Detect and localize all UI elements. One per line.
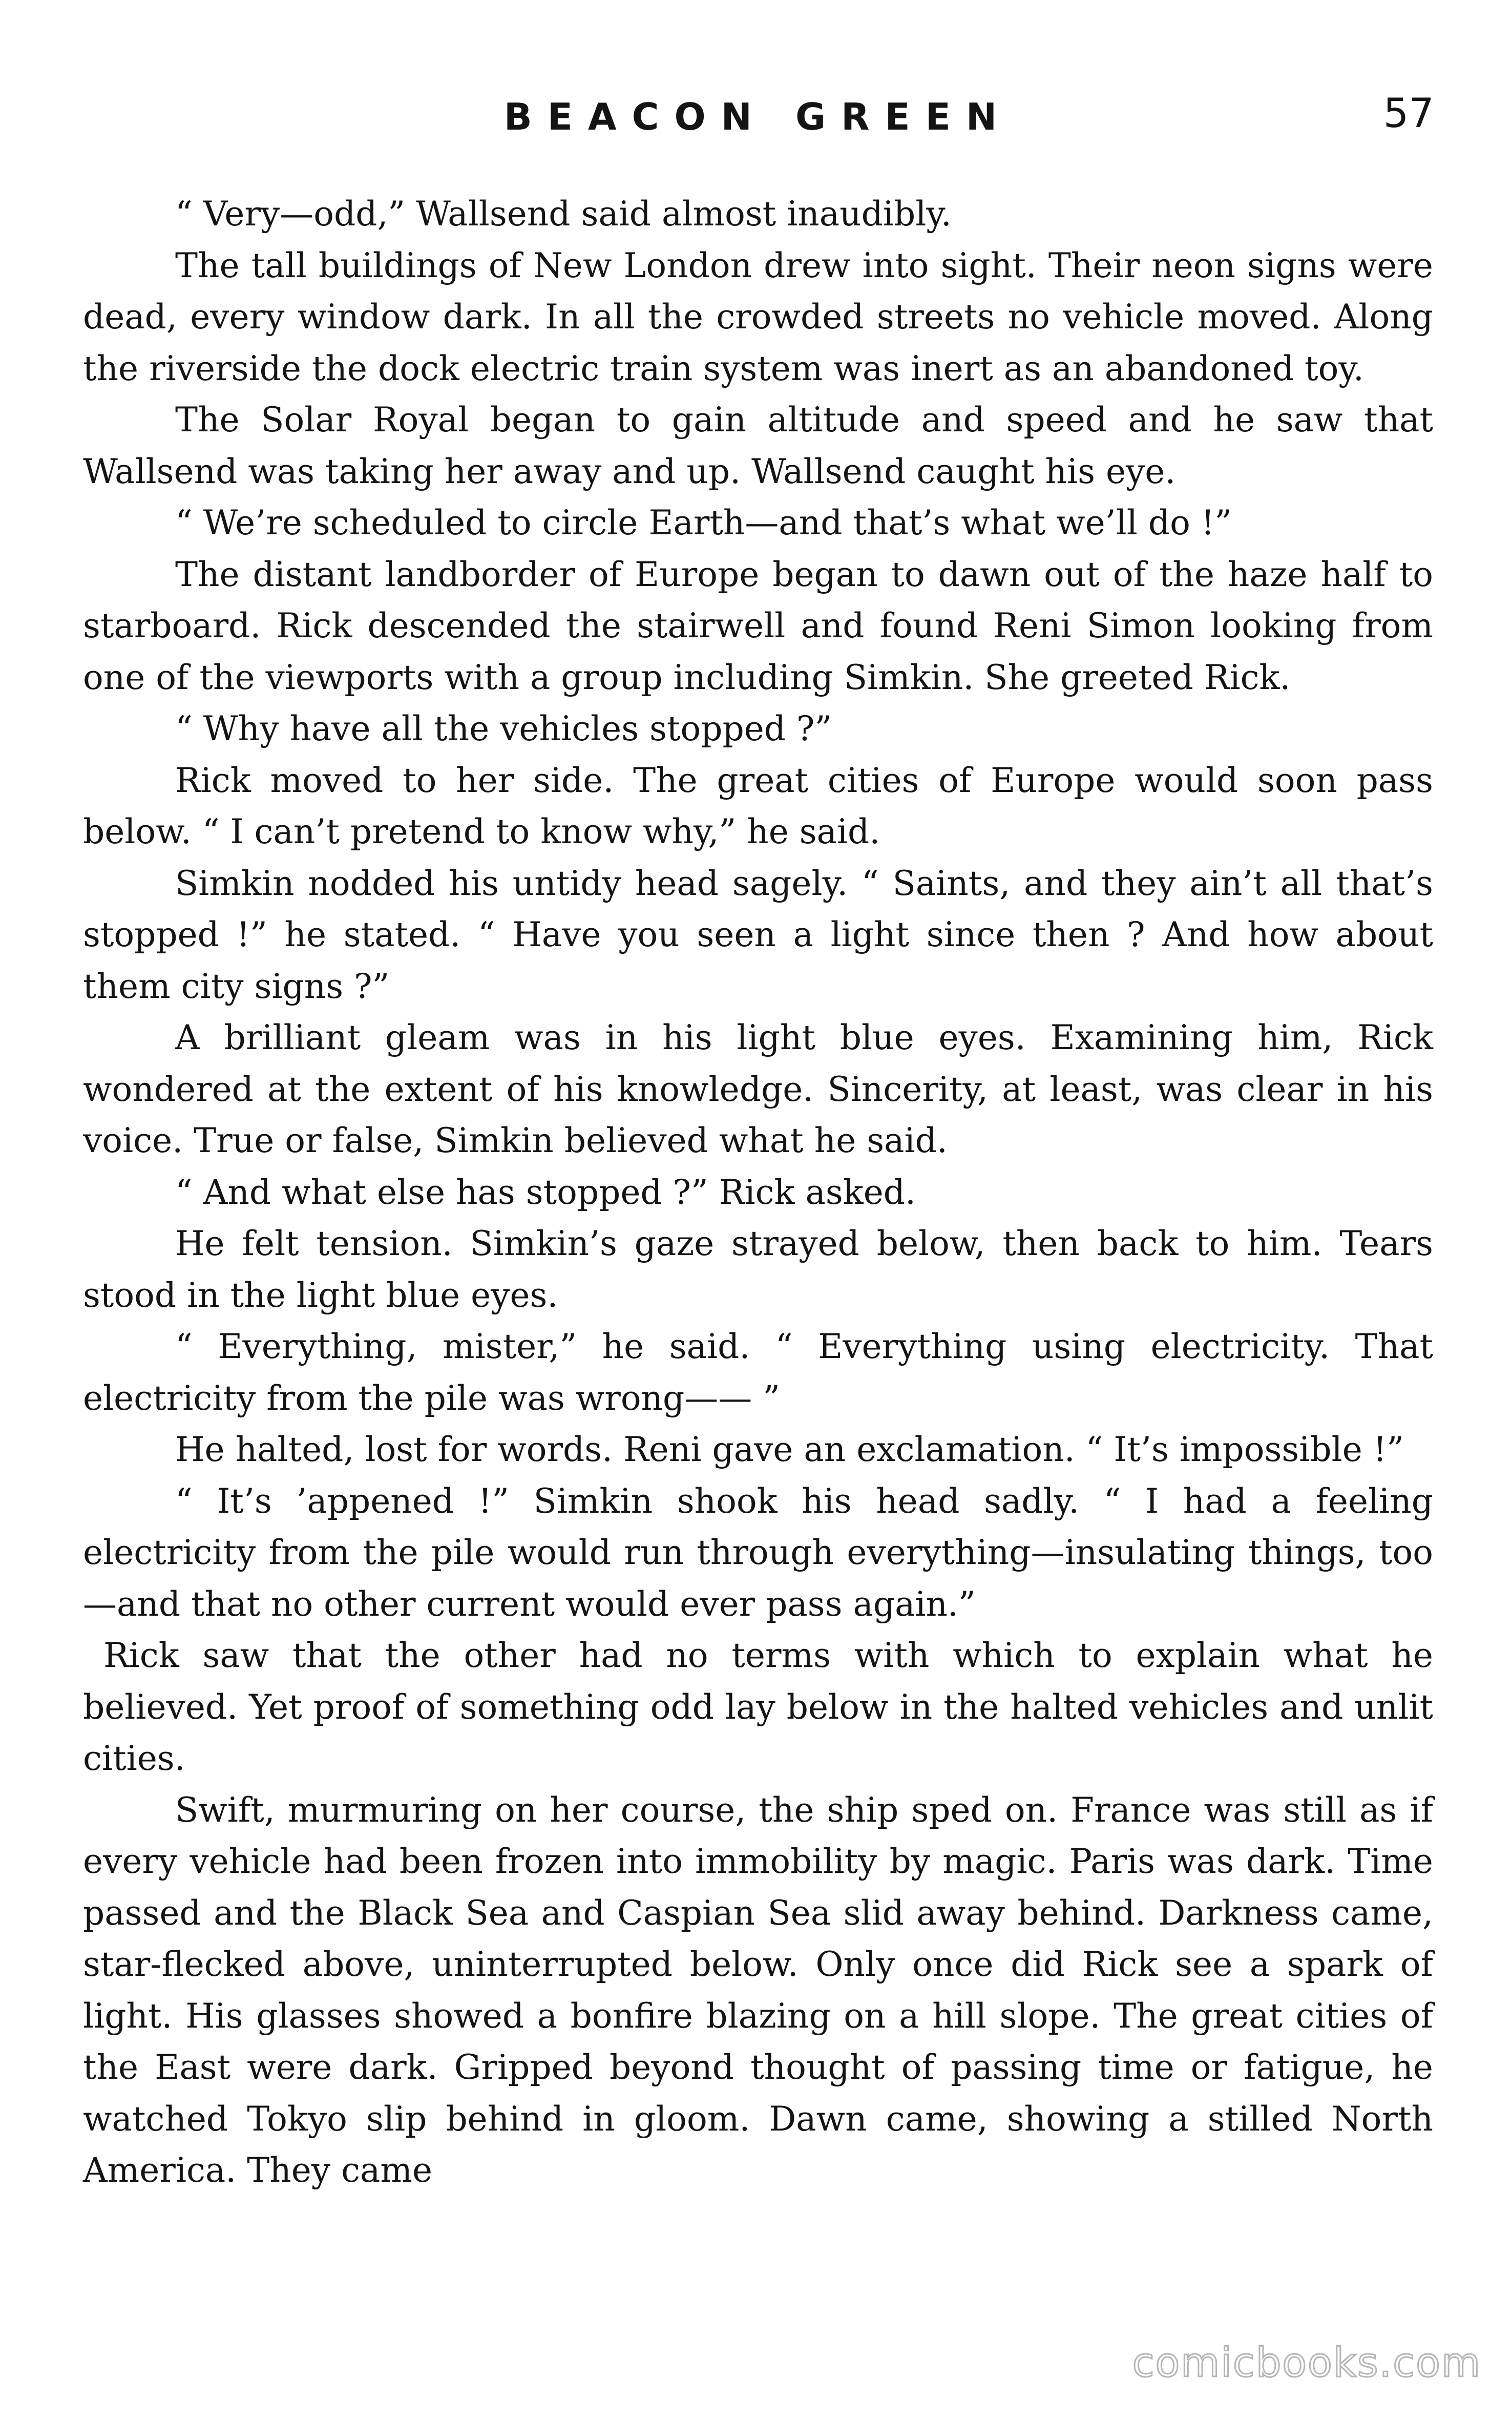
paragraph: The Solar Royal began to gain altitude and speed and he saw that Wallsend was taking her away and up. Wallsend caught his eye. <box>83 400 1433 491</box>
paragraph: Rick saw that the other had no terms with which to explain what he believed. Yet proof of something odd lay below in the halted vehicles and unlit cities. <box>83 1636 1433 1778</box>
paragraph: He felt tension. Simkin’s gaze strayed below, then back to him. Tears stood in the light blue eyes. <box>83 1224 1433 1315</box>
running-title: BEACON GREEN <box>503 95 1013 138</box>
paragraph: Swift, murmuring on her course, the ship sped on. France was still as if every vehicle had been frozen into immobility by magic. Paris was dark. Time passed and the Black Sea and Caspian Sea slid away behind. Darkness came, star-flecked above, uninterrupted below. Only once did Rick see a spark of light. His glasses showed a bonfire blazing on a hill slope. The great cities of the East were dark. Gripped beyond thought of passing time or fatigue, he watched Tokyo slip behind in gloom. Dawn came, showing a stilled North America. They came <box>83 1790 1433 2190</box>
body-text <box>83 189 1433 2197</box>
paragraph: Rick moved to her side. The great cities of Europe would soon pass below. “ I can’t pretend to know why,” he said. <box>83 760 1433 851</box>
paragraph: “ It’s ’appened !” Simkin shook his head sadly. “ I had a feeling electricity from the pile would run through everything—insulating things, too—and that no other current would ever pass again.” <box>83 1481 1433 1624</box>
paragraph: “ Very—odd,” Wallsend said almost inaudibly. <box>175 194 952 234</box>
paragraph: The tall buildings of New London drew into sight. Their neon signs were dead, every window dark. In all the crowded streets no vehicle moved. Along the riverside the dock electric train system was inert as an abandoned toy. <box>83 245 1433 388</box>
paragraph: The distant landborder of Europe began to dawn out of the haze half to starboard. Rick descended the stairwell and found Reni Simon looking from one of the viewports with a group including Simkin. She greeted Rick. <box>83 554 1433 697</box>
paragraph: Simkin nodded his untidy head sagely. “ Saints, and they ain’t all that’s stopped !” he stated. “ Have you seen a light since then ? And how about them city signs ?” <box>83 863 1433 1006</box>
page-header <box>82 88 1434 144</box>
paragraph: “ And what else has stopped ?” Rick asked. <box>175 1172 916 1212</box>
paragraph: “ Why have all the vehicles stopped ?” <box>175 709 832 748</box>
paragraph: “ Everything, mister,” he said. “ Everything using electricity. That electricity from the pile was wrong—— ” <box>83 1327 1433 1418</box>
paragraph: A brilliant gleam was in his light blue eyes. Examining him, Rick wondered at the extent of his knowledge. Sincerity, at least, was clear in his voice. True or false, Simkin believed what he said. <box>83 1018 1433 1160</box>
paragraph: He halted, lost for words. Reni gave an exclamation. “ It’s impossible !” <box>175 1430 1404 1469</box>
paragraph: “ We’re scheduled to circle Earth—and that’s what we’ll do !” <box>175 503 1232 542</box>
watermark: comicbooks.com <box>1132 2340 1481 2386</box>
page-number: 57 <box>1383 91 1434 137</box>
